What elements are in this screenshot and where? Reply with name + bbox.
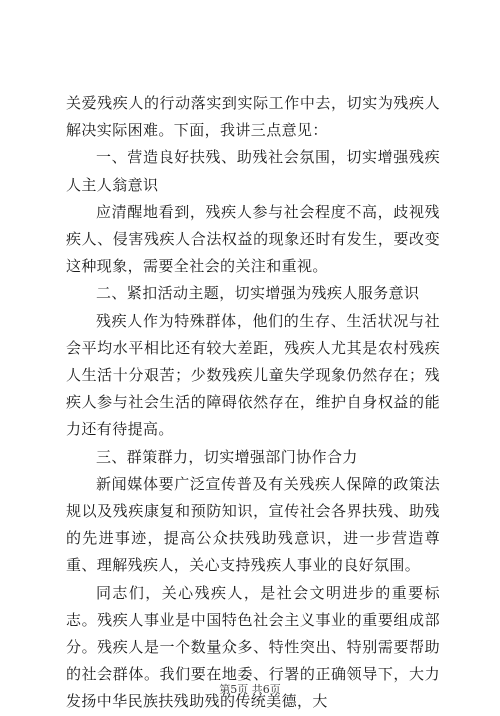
paragraph-3: 残疾人作为特殊群体，他们的生存、生活状况与社会平均水平相比还有较大差距，残疾人尤其是农村残疾人生活十分艰苦；少数残疾儿童失学现象仍然存在；残疾人参与社会生活的障碍依然存在，维护自身权益的能力还有待提高。 bbox=[66, 311, 440, 439]
heading-section-2: 二、紧扣活动主题，切实增强为残疾人服务意识 bbox=[96, 284, 420, 303]
paragraph-2: 应清醒地看到，残疾人参与社会程度不高，歧视残疾人、侵害残疾人合法权益的现象还时有发生，要改变这种现象，需要全社会的关注和重视。 bbox=[66, 202, 440, 276]
paragraph-1: 关爱残疾人的行动落实到实际工作中去，切实为残疾人解决实际困难。下面，我讲三点意见： bbox=[66, 94, 440, 140]
page-footer: 第5页 共6页 bbox=[219, 683, 281, 696]
heading-section-3: 三、群策群力，切实增强部门协作合力 bbox=[96, 447, 358, 466]
paragraph-5: 同志们，关心残疾人，是社会文明进步的重要标志。残疾人事业是中国特色社会主义事业的重要组成部分。残疾人是一个数量众多、特性突出、特别需要帮助的社会群体。我们要在地委、行署的正确领导下，大力发扬中华民族扶残助残的传统美德，大 bbox=[66, 583, 440, 711]
document-body bbox=[66, 90, 440, 716]
heading-section-1: 一、营造良好扶残、助残社会氛围，切实增强残疾人主人翁意识 bbox=[66, 148, 440, 194]
paragraph-4: 新闻媒体要广泛宣传普及有关残疾人保障的政策法规以及残疾康复和预防知识，宣传社会各界扶残、助残的先进事迹，提高公众扶残助残意识，进一步营造尊重、理解残疾人，关心支持残疾人事业的良好氛围。 bbox=[66, 474, 440, 575]
